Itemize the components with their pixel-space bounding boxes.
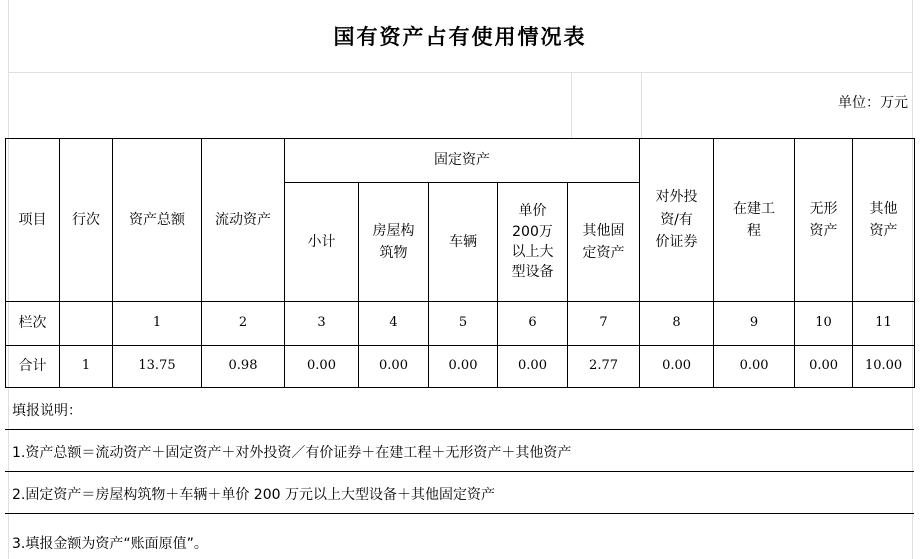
header-subtotal: 小计 [285,183,359,302]
header-fixed-assets-group: 固定资产 [285,139,640,183]
note-item: 2.固定资产＝房屋构筑物＋车辆＋单价 200 万元以上大型设备＋其他固定资产 [12,487,495,503]
page-title: 国有资产占有使用情况表 [333,24,587,49]
column-number-cell: 11 [853,302,915,346]
column-number-cell: 7 [568,302,640,346]
total-row-cell: 0.00 [285,346,359,388]
header-total-assets: 资产总额 [113,139,202,302]
header-row-no: 行次 [60,139,113,302]
total-row-cell: 0.00 [714,346,795,388]
total-row-cell: 0.00 [498,346,568,388]
header-investments: 对外投 资/有 价证券 [640,139,714,302]
divider [5,471,914,472]
total-row-cell: 0.00 [640,346,714,388]
header-intangible: 无形 资产 [795,139,853,302]
column-number-cell: 5 [429,302,498,346]
header-large-equipment: 单价 200万 以上大 型设备 [498,183,568,302]
total-row-label: 合计 [6,346,60,388]
divider [5,429,914,430]
note-item: 3.填报金额为资产“账面原值”。 [12,536,208,552]
column-number-cell [60,302,113,346]
column-number-cell: 4 [359,302,429,346]
total-row-cell: 13.75 [113,346,202,388]
gridline [8,72,912,73]
gridline [571,72,572,138]
column-number-cell: 10 [795,302,853,346]
header-other-assets: 其他 资产 [853,139,915,302]
gridline [641,72,642,138]
column-number-cell: 8 [640,302,714,346]
asset-table [5,138,915,388]
column-number-cell: 9 [714,302,795,346]
unit-label: 单位：万元 [838,95,908,111]
total-row-cell: 10.00 [853,346,915,388]
column-number-label: 栏次 [6,302,60,346]
notes-heading: 填报说明： [12,403,82,419]
header-other-fixed: 其他固 定资产 [568,183,640,302]
total-row-cell: 1 [60,346,113,388]
total-row-cell: 0.00 [429,346,498,388]
header-item: 项目 [6,139,60,302]
note-item: 1.资产总额＝流动资产＋固定资产＋对外投资／有价证券＋在建工程＋无形资产＋其他资产 [12,445,572,461]
column-number-cell: 6 [498,302,568,346]
column-number-cell: 2 [202,302,285,346]
header-current-assets: 流动资产 [202,139,285,302]
header-construction: 在建工 程 [714,139,795,302]
total-row-cell: 0.98 [202,346,285,388]
divider [5,513,914,514]
total-row-cell: 0.00 [359,346,429,388]
column-number-cell: 3 [285,302,359,346]
column-number-cell: 1 [113,302,202,346]
header-vehicles: 车辆 [429,183,498,302]
header-buildings: 房屋构 筑物 [359,183,429,302]
total-row-cell: 2.77 [568,346,640,388]
total-row-cell: 0.00 [795,346,853,388]
